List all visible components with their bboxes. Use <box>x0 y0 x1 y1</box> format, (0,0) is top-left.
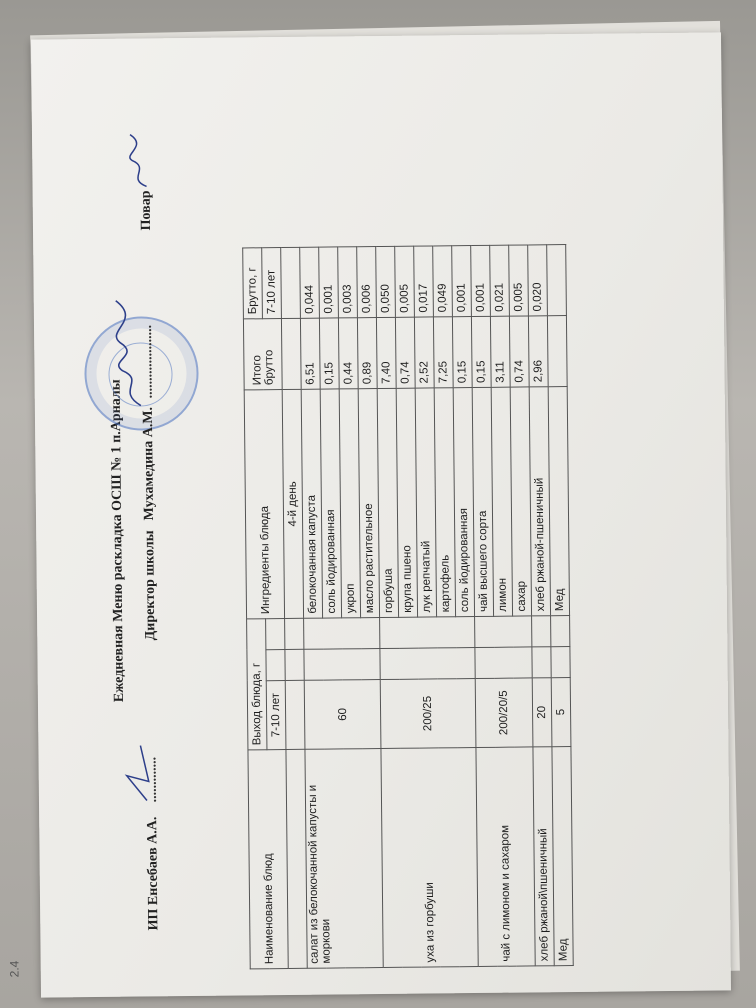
ingredient-gross: 0,044 <box>300 247 320 318</box>
rotated-page-content <box>26 85 675 992</box>
ingredient-total <box>547 316 567 387</box>
ingredient-gross: 0,001 <box>452 246 472 317</box>
ingredient-name: лимон <box>491 387 512 616</box>
dish-name: чай с лимоном и сахаром <box>476 747 535 967</box>
margin-note: 2.4 <box>7 960 22 978</box>
director-name: Мухамедина А.М. <box>140 406 158 521</box>
col-output-header: Выход блюда, г <box>247 619 267 750</box>
ingredient-gross: 0,020 <box>528 245 548 316</box>
dish-output: 5 <box>551 678 571 747</box>
dish-output: 200/25 <box>380 679 476 749</box>
ingredient-name: сахар <box>510 387 531 616</box>
ingredient-gross: 0,021 <box>490 245 510 316</box>
ingredient-total: 0,44 <box>338 318 358 389</box>
ingredient-total: 6,51 <box>300 318 320 389</box>
ingredient-gross: 0,001 <box>319 247 339 318</box>
ingredient-total: 0,15 <box>471 316 491 387</box>
col-dish-header: Наименование блюд <box>248 750 288 969</box>
ingredient-total: 0,89 <box>357 318 377 389</box>
menu-table <box>242 244 574 969</box>
ingredient-total: 2,96 <box>528 316 548 387</box>
cook-signature <box>124 130 153 190</box>
cook-label: Повар <box>138 190 155 231</box>
document-title: Ежедневная Меню раскладка ОСШ № 1 п.Арналы <box>108 379 127 703</box>
director-label: Директор школы <box>142 530 159 641</box>
ingredient-gross: 0,006 <box>357 247 377 318</box>
ingredient-total: 0,15 <box>319 318 339 389</box>
ingredient-gross: 0,050 <box>376 246 396 317</box>
col-total-header: Итого брутто <box>243 319 282 390</box>
ingredient-total: 7,40 <box>376 317 396 388</box>
company-signature <box>122 735 153 805</box>
dish-name: уха из горбуши <box>381 748 478 968</box>
col-gross-age: 7-10 лет <box>262 248 282 319</box>
ingredient-gross: 0,001 <box>471 245 491 316</box>
signature-line: ИП Енсебаев А.А. ............. Директор школы Мухамедина А.М. ..................... Повар <box>138 131 146 931</box>
ingredient-name: соль йодированная <box>320 389 341 618</box>
ingredient-total: 3,11 <box>490 316 510 387</box>
ingredient-total: 0,74 <box>395 317 415 388</box>
ingredient-name: горбуша <box>377 388 398 617</box>
company-label: ИП Енсебаев А.А. <box>145 816 162 931</box>
ingredient-total: 7,25 <box>433 317 453 388</box>
dish-output: 20 <box>532 678 552 747</box>
dish-output: 60 <box>304 680 381 750</box>
ingredient-gross: 0,005 <box>509 245 529 316</box>
ingredient-gross: 0,049 <box>433 246 453 317</box>
ingredient-total: 0,74 <box>509 316 529 387</box>
dish-output: 200/20/5 <box>475 678 533 748</box>
ingredient-total: 2,52 <box>414 317 434 388</box>
ingredient-gross <box>547 245 567 316</box>
col-gross-header: Брутто, г <box>243 248 263 319</box>
ingredient-name: укроп <box>339 389 360 618</box>
ingredient-name: лук репчатый <box>415 388 436 617</box>
dish-name: салат из белокочанной капусты и моркови <box>305 749 383 969</box>
ingredient-name: масло растительное <box>358 389 379 618</box>
menu-document <box>31 32 731 997</box>
day-label: 4-й день <box>282 389 303 618</box>
ingredient-name: картофель <box>434 388 455 617</box>
dish-name: Мед <box>552 747 573 966</box>
ingredient-gross: 0,017 <box>414 246 434 317</box>
ingredient-total: 0,15 <box>452 317 472 388</box>
ingredient-name: соль йодированная <box>453 388 474 617</box>
ingredient-name: крупа пшено <box>396 388 417 617</box>
col-ingredients-header: Ингредиенты блюда <box>244 390 284 619</box>
ingredient-gross: 0,005 <box>395 246 415 317</box>
col-output-age: 7-10 лет <box>266 681 286 750</box>
dish-name: хлеб ржаной\пшеничный <box>533 747 554 966</box>
ingredient-name: хлеб ржаной-пшеничный <box>529 387 550 616</box>
ingredient-name: белокочанная капуста <box>301 389 322 618</box>
director-signature <box>110 290 151 410</box>
ingredient-gross: 0,003 <box>338 247 358 318</box>
ingredient-name: чай высшего сорта <box>472 387 493 616</box>
ingredient-name: Мед <box>548 387 569 616</box>
